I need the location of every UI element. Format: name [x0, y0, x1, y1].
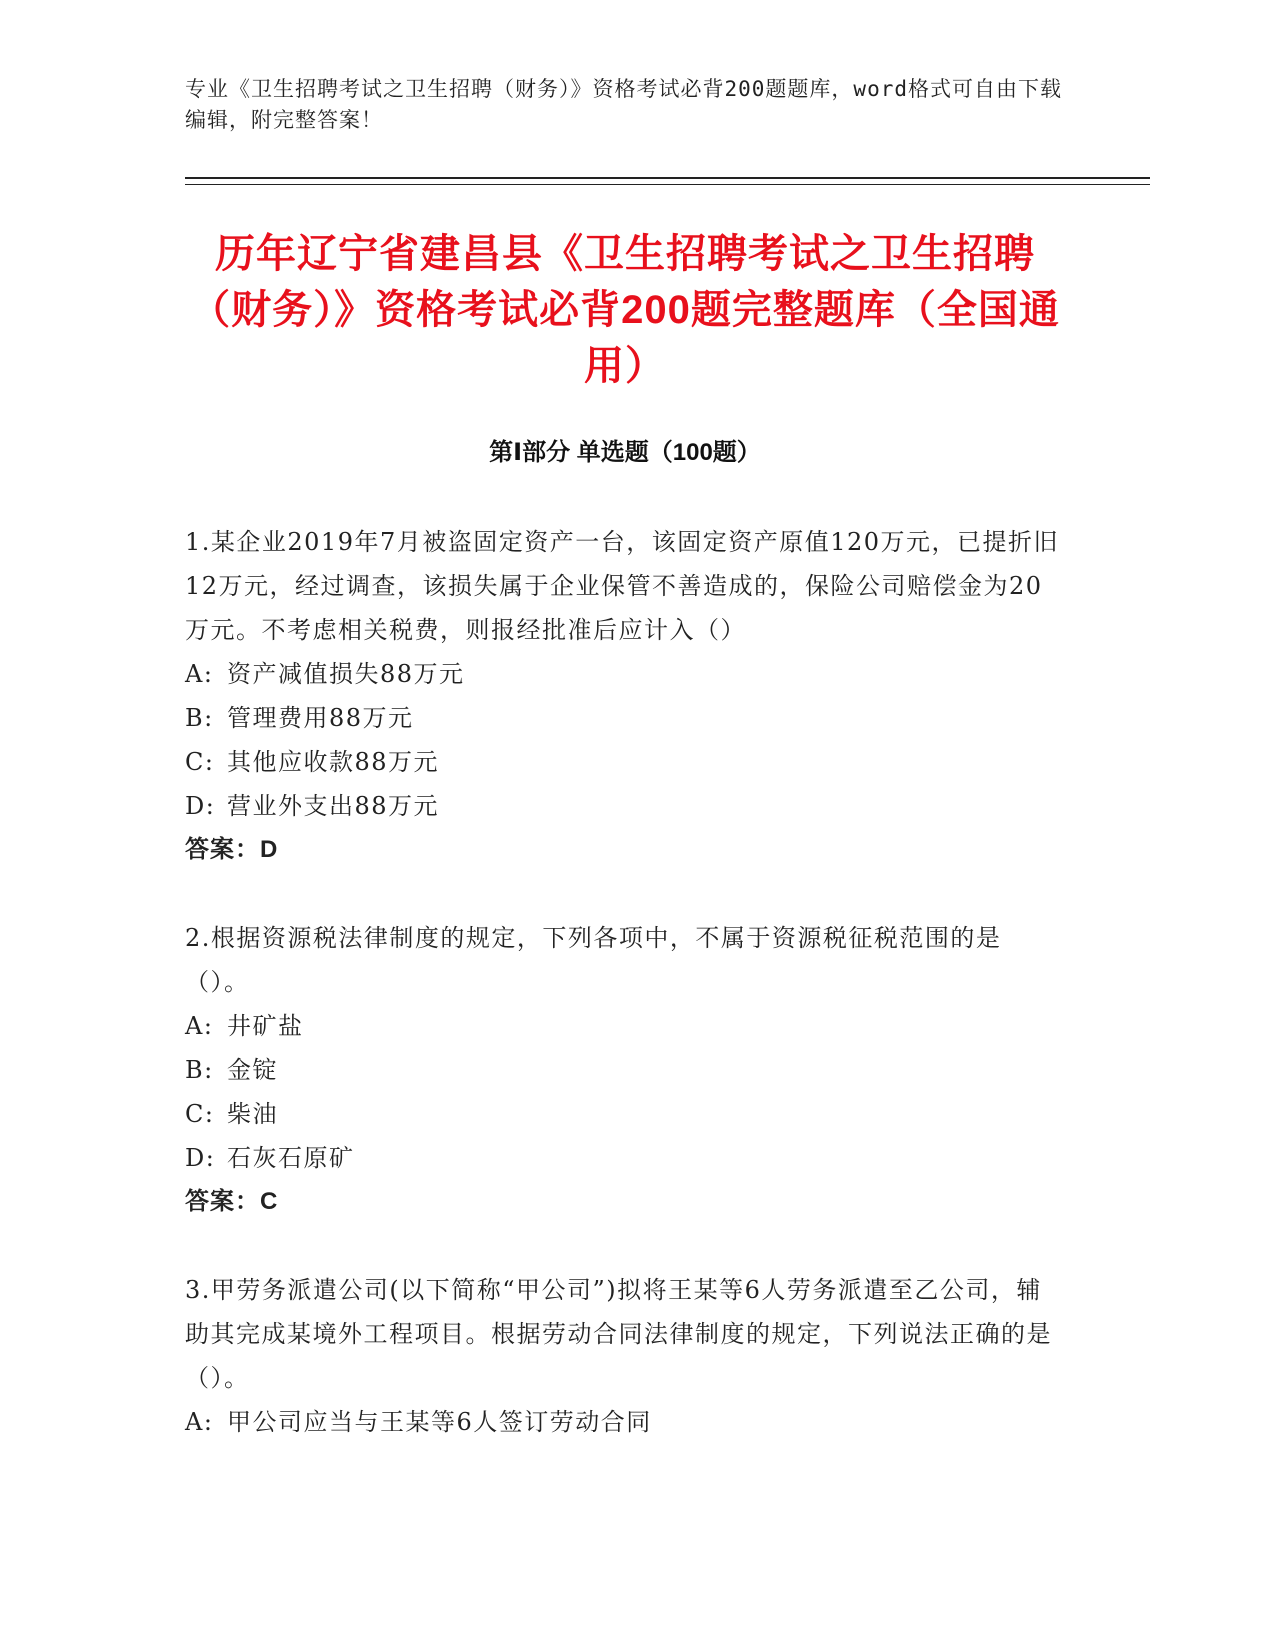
- option-text: 甲公司应当与王某等6人签订劳动合同: [227, 1408, 652, 1436]
- answer-line: 答案：D: [185, 836, 279, 863]
- option-b: [185, 1048, 1065, 1092]
- header-note: 专业《卫生招聘考试之卫生招聘（财务）》资格考试必背200题题库，word格式可自由下载编辑，附完整答案！: [185, 77, 1062, 132]
- question-stem: 2.根据资源税法律制度的规定，下列各项中，不属于资源税征税范围的是（）。: [185, 924, 1002, 996]
- option-text: 资产减值损失88万元: [227, 660, 465, 688]
- option-d: [185, 1136, 1065, 1180]
- option-key: A:: [185, 1408, 214, 1436]
- document-title: 历年辽宁省建昌县《卫生招聘考试之卫生招聘（财务）》资格考试必背200题完整题库（全国通用）: [190, 232, 1060, 388]
- option-c: [185, 740, 1065, 784]
- option-c: [185, 1092, 1065, 1136]
- option-key: D:: [185, 792, 216, 820]
- option-a: [185, 1400, 1065, 1444]
- question-1: [185, 520, 1065, 872]
- option-text: 柴油: [227, 1100, 278, 1128]
- option-key: D:: [185, 1144, 216, 1172]
- answer-line: 答案：C: [185, 1188, 279, 1215]
- option-text: 石灰石原矿: [227, 1144, 355, 1172]
- question-stem: 3.甲劳务派遣公司(以下简称“甲公司”)拟将王某等6人劳务派遣至乙公司，辅助其完成某境外工程项目。根据劳动合同法律制度的规定，下列说法正确的是（）。: [185, 1276, 1052, 1392]
- option-key: B:: [185, 1056, 214, 1084]
- option-b: [185, 696, 1065, 740]
- option-a: [185, 652, 1065, 696]
- option-key: A:: [185, 660, 214, 688]
- option-key: C:: [185, 748, 215, 776]
- option-text: 其他应收款88万元: [227, 748, 440, 776]
- question-3: [185, 1268, 1065, 1444]
- option-text: 金锭: [227, 1056, 278, 1084]
- header-divider-thick: [185, 177, 1150, 179]
- question-list: [185, 520, 1065, 1488]
- option-text: 营业外支出88万元: [227, 792, 440, 820]
- section-title: 第Ⅰ部分 单选题（100题）: [489, 439, 761, 466]
- option-key: B:: [185, 704, 214, 732]
- option-text: 管理费用88万元: [227, 704, 414, 732]
- option-key: A:: [185, 1012, 214, 1040]
- option-a: [185, 1004, 1065, 1048]
- option-key: C:: [185, 1100, 215, 1128]
- header-divider-thin: [185, 184, 1150, 185]
- option-text: 井矿盐: [227, 1012, 304, 1040]
- question-2: [185, 916, 1065, 1224]
- question-stem: 1.某企业2019年7月被盗固定资产一台，该固定资产原值120万元，已提折旧12万元，经过调查，该损失属于企业保管不善造成的，保险公司赔偿金为20万元。不考虑相关税费，则报经批准后应计入（）: [185, 528, 1060, 644]
- option-d: [185, 784, 1065, 828]
